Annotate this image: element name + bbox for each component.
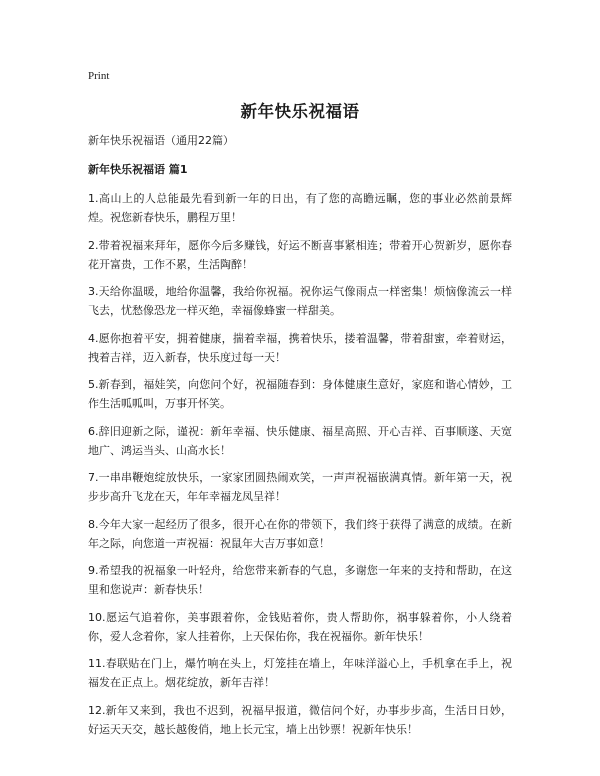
paragraph-5: 5.新春到，福娃笑，向您问个好，祝福随春到：身体健康生意好，家庭和谐心情妙，工作生活呱呱叫，万事开怀笑。 (88, 378, 512, 410)
paragraph-1: 1.高山上的人总能最先看到新一年的日出，有了您的高瞻远瞩，您的事业必然前景辉煌。祝您新春快乐，鹏程万里！ (88, 192, 512, 224)
section-heading: 新年快乐祝福语 篇1 (88, 163, 188, 176)
paragraph-12: 12.新年又来到，我也不迟到，祝福早报道，微信问个好，办事步步高，生活日日妙，好运天天交，越长越俊俏，地上长元宝，墙上出钞票！祝新年快乐！ (88, 703, 512, 736)
paragraph-6: 6.辞旧迎新之际，谨祝：新年幸福、快乐健康、福星高照、开心吉祥、百事顺遂、天宽地广、鸿运当头、山高水长！ (88, 424, 512, 457)
paragraph-11: 11.春联贴在门上，爆竹响在头上，灯笼挂在墙上，年味洋溢心上，手机拿在手上，祝福发在正点上。烟花绽放，新年吉祥！ (88, 657, 512, 689)
paragraph-2: 2.带着祝福来拜年，愿你今后多赚钱，好运不断喜事紧相连；带着开心贺新岁，愿你春花开富贵，工作不累，生活陶醉！ (88, 238, 512, 271)
print-link[interactable]: Print (88, 70, 110, 82)
paragraph-4: 4.愿你抱着平安，拥着健康，揣着幸福，携着快乐，搂着温馨，带着甜蜜，牵着财运，拽着吉祥，迈入新春，快乐度过每一天！ (88, 331, 512, 364)
paragraph-9: 9.希望我的祝福象一叶轻舟，给您带来新春的气息，多谢您一年来的支持和帮助，在这里和您说声：新春快乐！ (88, 564, 512, 596)
article-body (88, 131, 512, 747)
page-title: 新年快乐祝福语 (240, 102, 360, 121)
document-subtitle: 新年快乐祝福语（通用22篇） (88, 134, 234, 147)
paragraph-7: 7.一串串鞭炮绽放快乐，一家家团圆热闹欢笑，一声声祝福嵌满真情。新年第一天，祝步步高升飞龙在天，年年幸福龙凤呈祥！ (88, 471, 512, 503)
paragraph-10: 10.愿运气追着你，美事跟着你，金钱贴着你，贵人帮助你，祸事躲着你，小人绕着你，爱人念着你，家人挂着你，上天保佑你，我在祝福你。新年快乐！ (88, 610, 512, 643)
paragraph-3: 3.天给你温暖，地给你温馨，我给你祝福。祝你运气像雨点一样密集！烦恼像流云一样飞去，忧愁像恐龙一样灭绝，幸福像蜂蜜一样甜美。 (88, 285, 512, 317)
paragraph-8: 8.今年大家一起经历了很多，很开心在你的带领下，我们终于获得了满意的成绩。在新年之际，向您道一声祝福：祝鼠年大吉万事如意！ (88, 517, 512, 550)
